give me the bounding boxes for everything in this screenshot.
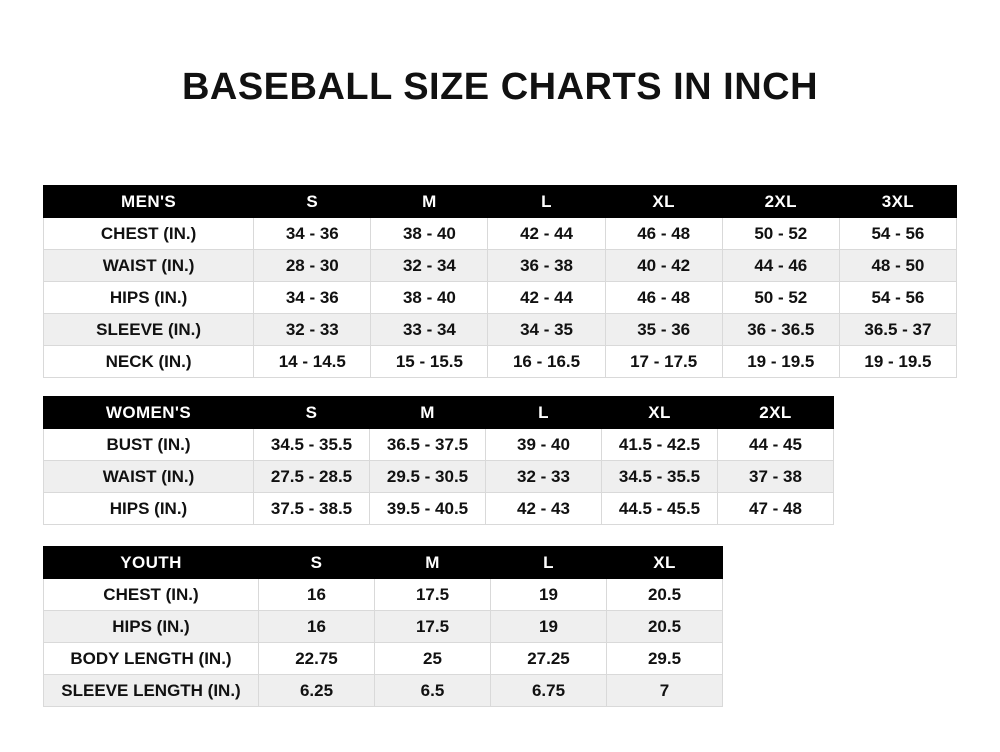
table-header-cell: L — [491, 547, 607, 579]
table-row — [44, 461, 834, 493]
table-cell: 29.5 — [607, 643, 723, 675]
table-row — [44, 218, 957, 250]
table-cell: 19 - 19.5 — [722, 346, 839, 378]
table-row — [44, 314, 957, 346]
table-header-cell: 2XL — [722, 186, 839, 218]
row-label: CHEST (IN.) — [44, 218, 254, 250]
table-cell: 16 - 16.5 — [488, 346, 605, 378]
table-cell: 20.5 — [607, 579, 723, 611]
table-cell: 19 — [491, 611, 607, 643]
table-header-row — [44, 397, 834, 429]
table-row — [44, 493, 834, 525]
womens-size-table — [43, 396, 834, 525]
table-cell: 32 - 34 — [371, 250, 488, 282]
table-row — [44, 429, 834, 461]
table-header-cell: YOUTH — [44, 547, 259, 579]
table-cell: 17 - 17.5 — [605, 346, 722, 378]
row-label: SLEEVE (IN.) — [44, 314, 254, 346]
table-cell: 27.25 — [491, 643, 607, 675]
table-header-cell: XL — [605, 186, 722, 218]
table-header-cell: S — [254, 397, 370, 429]
table-cell: 38 - 40 — [371, 218, 488, 250]
row-label: SLEEVE LENGTH (IN.) — [44, 675, 259, 707]
table-cell: 6.75 — [491, 675, 607, 707]
table-cell: 40 - 42 — [605, 250, 722, 282]
table-cell: 35 - 36 — [605, 314, 722, 346]
table-row — [44, 250, 957, 282]
table-cell: 50 - 52 — [722, 282, 839, 314]
table-header-cell: XL — [607, 547, 723, 579]
table-cell: 15 - 15.5 — [371, 346, 488, 378]
table-cell: 29.5 - 30.5 — [370, 461, 486, 493]
table-header-cell: S — [254, 186, 371, 218]
table-cell: 39.5 - 40.5 — [370, 493, 486, 525]
table-header-cell: M — [370, 397, 486, 429]
page-title: BASEBALL SIZE CHARTS IN INCH — [181, 66, 819, 108]
table-header-cell: M — [375, 547, 491, 579]
mens-size-table — [43, 185, 957, 378]
table-cell: 46 - 48 — [605, 282, 722, 314]
table-header-cell: 3XL — [839, 186, 956, 218]
table-cell: 36 - 36.5 — [722, 314, 839, 346]
table-header-cell: S — [259, 547, 375, 579]
table-cell: 34 - 35 — [488, 314, 605, 346]
table-header-cell: M — [371, 186, 488, 218]
table-cell: 44 - 45 — [718, 429, 834, 461]
table-cell: 19 - 19.5 — [839, 346, 956, 378]
table-cell: 34.5 - 35.5 — [602, 461, 718, 493]
table-header-cell: MEN'S — [44, 186, 254, 218]
row-label: BUST (IN.) — [44, 429, 254, 461]
table-row — [44, 282, 957, 314]
table-cell: 20.5 — [607, 611, 723, 643]
table-cell: 38 - 40 — [371, 282, 488, 314]
table-cell: 32 - 33 — [486, 461, 602, 493]
table-cell: 54 - 56 — [839, 218, 956, 250]
table-row — [44, 579, 723, 611]
row-label: WAIST (IN.) — [44, 250, 254, 282]
table-cell: 37.5 - 38.5 — [254, 493, 370, 525]
table-header-cell: L — [488, 186, 605, 218]
table-cell: 37 - 38 — [718, 461, 834, 493]
table-row — [44, 346, 957, 378]
row-label: HIPS (IN.) — [44, 282, 254, 314]
table-cell: 17.5 — [375, 579, 491, 611]
table-header-cell: 2XL — [718, 397, 834, 429]
table-cell: 19 — [491, 579, 607, 611]
table-row — [44, 675, 723, 707]
table-cell: 27.5 - 28.5 — [254, 461, 370, 493]
table-row — [44, 643, 723, 675]
table-cell: 34.5 - 35.5 — [254, 429, 370, 461]
table-cell: 42 - 44 — [488, 282, 605, 314]
row-label: BODY LENGTH (IN.) — [44, 643, 259, 675]
table-header-cell: L — [486, 397, 602, 429]
table-cell: 36.5 - 37.5 — [370, 429, 486, 461]
table-cell: 36 - 38 — [488, 250, 605, 282]
table-row — [44, 611, 723, 643]
table-cell: 47 - 48 — [718, 493, 834, 525]
table-cell: 25 — [375, 643, 491, 675]
table-cell: 7 — [607, 675, 723, 707]
youth-size-table — [43, 546, 723, 707]
table-cell: 50 - 52 — [722, 218, 839, 250]
table-cell: 28 - 30 — [254, 250, 371, 282]
table-cell: 46 - 48 — [605, 218, 722, 250]
table-cell: 39 - 40 — [486, 429, 602, 461]
table-cell: 34 - 36 — [254, 218, 371, 250]
table-cell: 33 - 34 — [371, 314, 488, 346]
table-cell: 44.5 - 45.5 — [602, 493, 718, 525]
table-cell: 36.5 - 37 — [839, 314, 956, 346]
table-header-row — [44, 547, 723, 579]
table-cell: 42 - 44 — [488, 218, 605, 250]
table-cell: 34 - 36 — [254, 282, 371, 314]
table-cell: 14 - 14.5 — [254, 346, 371, 378]
table-cell: 32 - 33 — [254, 314, 371, 346]
table-header-cell: XL — [602, 397, 718, 429]
table-cell: 17.5 — [375, 611, 491, 643]
table-cell: 54 - 56 — [839, 282, 956, 314]
table-cell: 41.5 - 42.5 — [602, 429, 718, 461]
table-header-row — [44, 186, 957, 218]
table-cell: 44 - 46 — [722, 250, 839, 282]
table-header-cell: WOMEN'S — [44, 397, 254, 429]
row-label: CHEST (IN.) — [44, 579, 259, 611]
table-cell: 6.25 — [259, 675, 375, 707]
row-label: HIPS (IN.) — [44, 493, 254, 525]
table-cell: 22.75 — [259, 643, 375, 675]
table-cell: 42 - 43 — [486, 493, 602, 525]
table-cell: 16 — [259, 611, 375, 643]
table-cell: 16 — [259, 579, 375, 611]
row-label: WAIST (IN.) — [44, 461, 254, 493]
table-cell: 6.5 — [375, 675, 491, 707]
row-label: NECK (IN.) — [44, 346, 254, 378]
row-label: HIPS (IN.) — [44, 611, 259, 643]
table-cell: 48 - 50 — [839, 250, 956, 282]
